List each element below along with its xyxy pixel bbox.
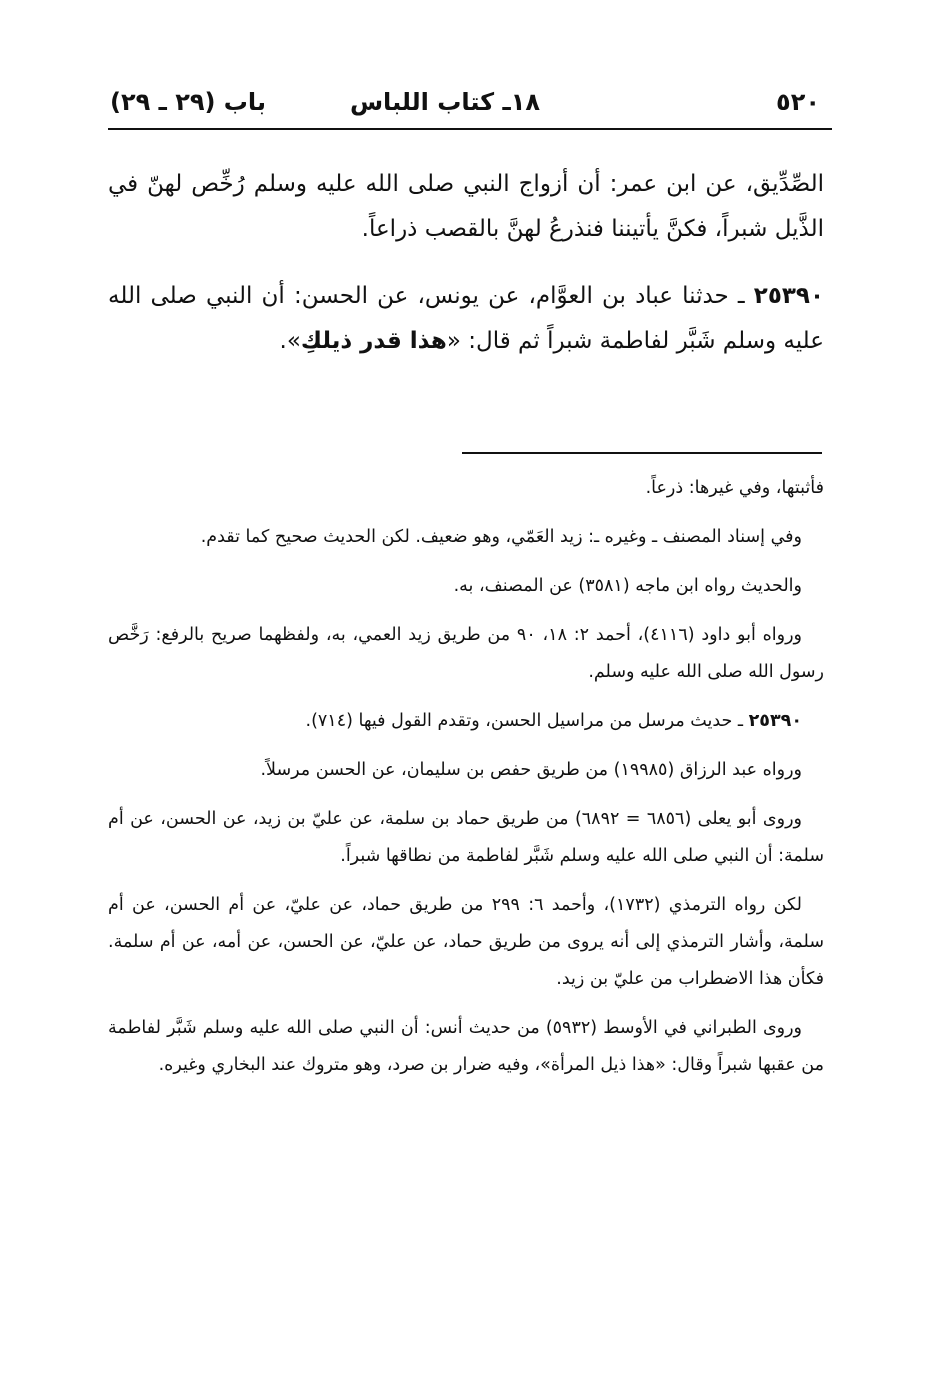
footnote-rule [462, 452, 822, 454]
header-rule [108, 128, 832, 130]
hadith-end: ». [279, 328, 301, 354]
footnote-paragraph: ورواه عبد الرزاق (١٩٩٨٥) من طريق حفص بن سليمان، عن الحسن مرسلاً. [260, 760, 802, 780]
main-text [108, 162, 824, 386]
hadith-text: ـ حدثنا عباد بن العوَّام، عن يونس، عن الحسن: أن النبي صلى الله عليه وسلم شَبَّر لفاطمة شبراً ثم قال: « [108, 283, 824, 354]
hadith-paragraph [108, 274, 824, 364]
footnote-paragraph: ورواه أبو داود (٤١١٦)، أحمد ٢: ١٨، ٩٠ من طريق زيد العمي، به، ولفظهما صريح بالرفع: رَخَّص رسول الله صلى الله عليه وسلم. [108, 625, 824, 682]
hadith-quote: هذا قدر ذيلكِ [300, 328, 447, 354]
main-paragraph: الصِّدِّيق، عن ابن عمر: أن أزواج النبي صلى الله عليه وسلم رُخِّص لهنّ في الذَّيل شبراً، فكنَّ يأتيننا فنذرعُ لهنَّ بالقصب ذراعاً. [108, 171, 824, 242]
chapter-label: باب (٢٩ ـ ٢٩) [110, 88, 266, 116]
footnote-hadith-text: ـ حديث مرسل من مراسيل الحسن، وتقدم القول فيها (٧١٤). [305, 711, 749, 731]
footnote-line: فأثبتها، وفي غيرها: ذرعاً. [645, 478, 824, 498]
footnotes [108, 470, 824, 1096]
footnote-paragraph: وروى أبو يعلى (٦٨٥٦ = ٦٨٩٢) من طريق حماد بن سلمة، عن عليّ بن زيد، عن الحسن، عن أم سلمة: أن النبي صلى الله عليه وسلم شَبَّر لفاطمة من نطاقها شبراً. [108, 809, 824, 866]
footnote-paragraph: لكن رواه الترمذي (١٧٣٢)، وأحمد ٦: ٢٩٩ من طريق حماد، عن عليّ، عن أم الحسن، عن أم سلمة، وأشار الترمذي إلى أنه يروى من طريق حماد، عن عليّ، عن الحسن، عن أمه، عن أم سلمة. فكأن هذا الاضطراب من عليّ بن زيد. [108, 895, 824, 989]
hadith-number: ٢٥٣٩٠ [753, 283, 824, 309]
footnote-paragraph: وفي إسناد المصنف ـ وغيره ـ: زيد العَمّي، وهو ضعيف. لكن الحديث صحيح كما تقدم. [200, 527, 802, 547]
footnote-hadith-number: ٢٥٣٩٠ [748, 711, 802, 731]
footnote-paragraph [108, 703, 824, 740]
running-header [110, 82, 830, 122]
book-title: ١٨ـ كتاب اللباس [349, 88, 540, 116]
footnote-paragraph: والحديث رواه ابن ماجه (٣٥٨١) عن المصنف، به. [453, 576, 802, 596]
footnote-paragraph: وروى الطبراني في الأوسط (٥٩٣٢) من حديث أنس: أن النبي صلى الله عليه وسلم شَبَّر لفاطمة من عقبها شبراً وقال: «هذا ذيل المرأة»، وفيه ضرار بن صرد، وهو متروك عند البخاري وغيره. [108, 1018, 824, 1075]
page-number: ٥٢٠ [776, 88, 820, 116]
